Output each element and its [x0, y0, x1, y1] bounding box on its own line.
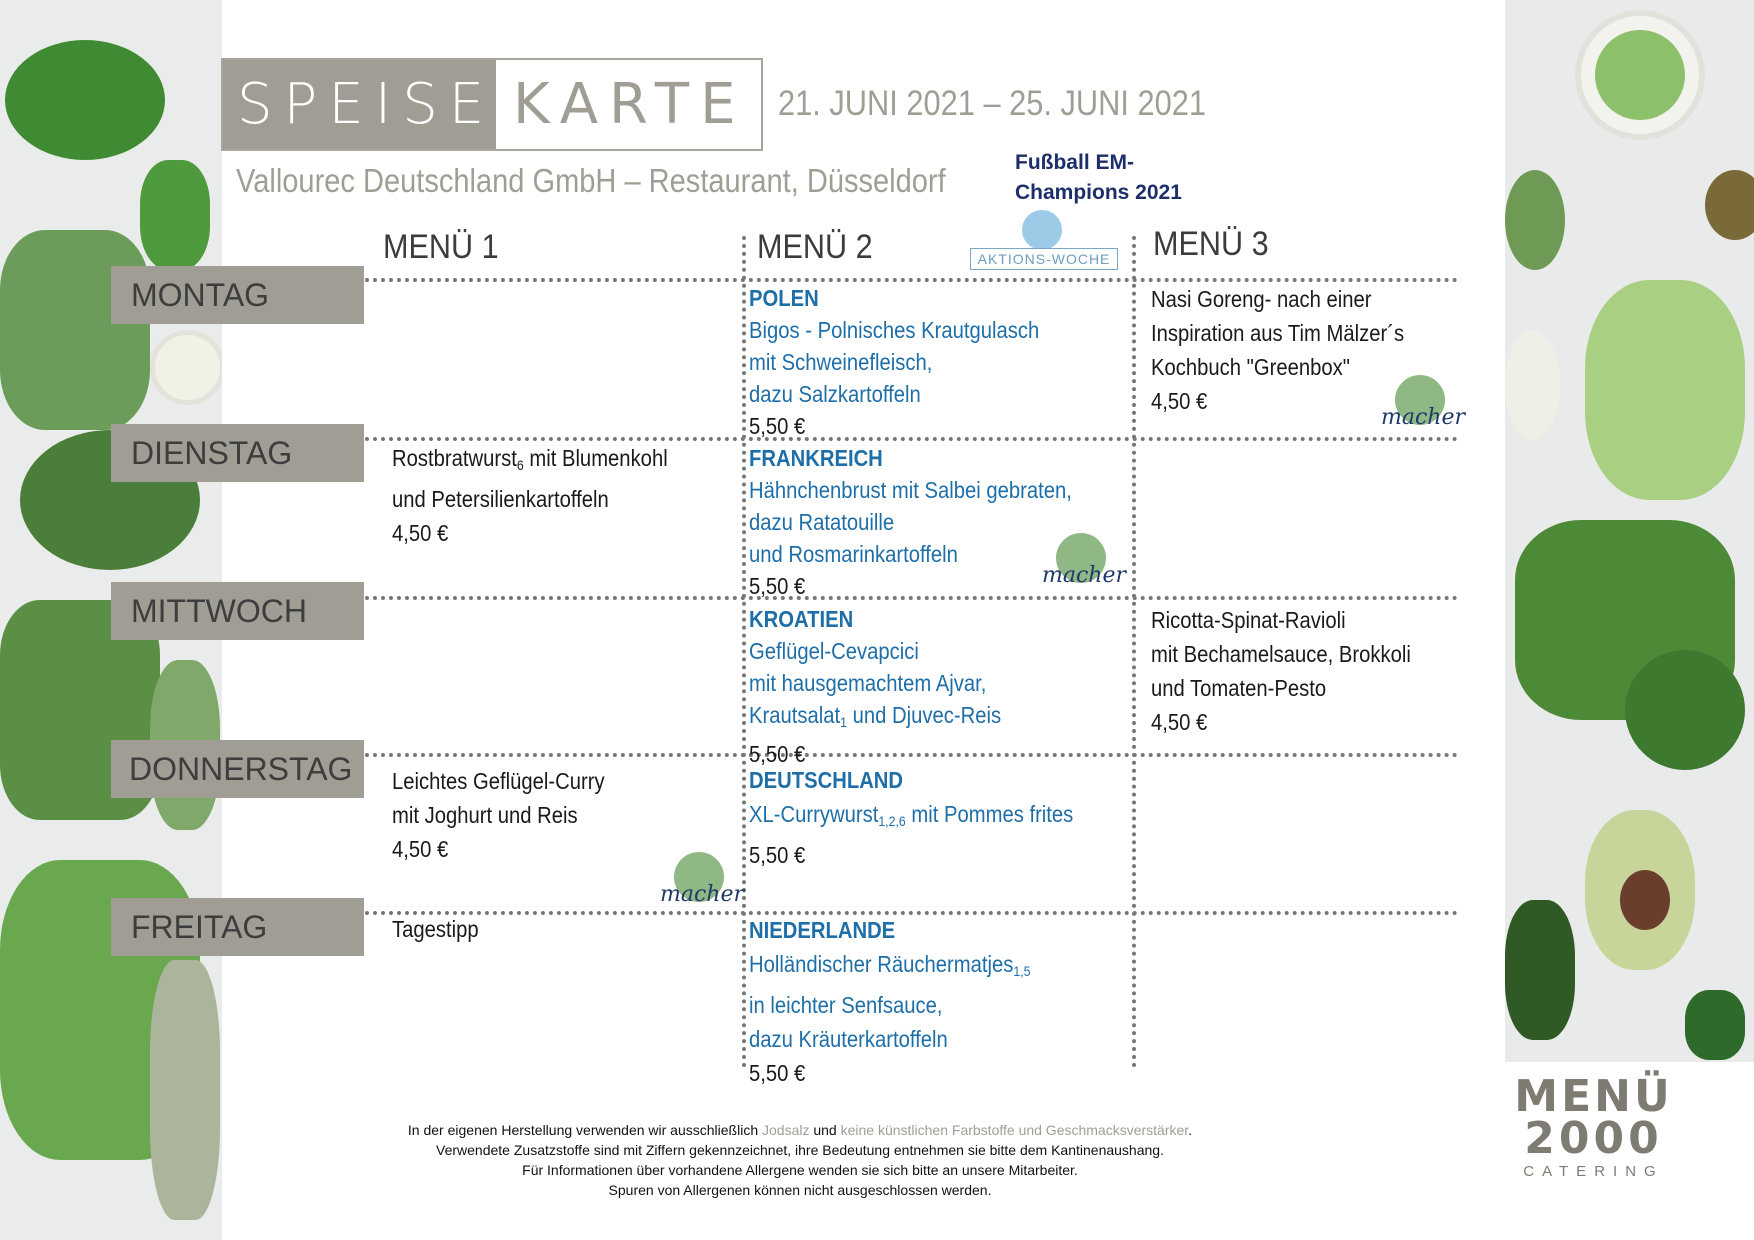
- avocado-whole-icon: [1505, 900, 1575, 1040]
- column-header-menu-3: MENÜ 3: [1153, 225, 1269, 263]
- menu-cell-dienstag-1: [392, 441, 705, 550]
- price: 4,50 €: [392, 836, 449, 862]
- dish-line: dazu Ratatouille: [749, 509, 895, 535]
- menu-2000-catering-logo: [1506, 1071, 1681, 1180]
- column-divider-2: [1132, 236, 1136, 1068]
- menu-cell-donnerstag-1: [392, 764, 634, 866]
- additive-number: 1,5: [1013, 963, 1031, 979]
- avocado-slice-icon: [1505, 170, 1565, 270]
- footer-line-3: Für Informationen über vorhandene Allergene wenden sie sich bitte an unsere Mitarbeiter.: [522, 1162, 1078, 1178]
- title-speise: SPEISE: [223, 60, 496, 149]
- day-tab-donnerstag: DONNERSTAG: [111, 740, 364, 798]
- aktions-circle-icon: [1022, 210, 1062, 250]
- avocado-stone-icon: [1620, 870, 1670, 930]
- chili-icon: [1685, 990, 1745, 1060]
- column-divider-1: [742, 236, 746, 1068]
- bowl-beans-icon: [150, 330, 222, 405]
- dish-line: Inspiration aus Tim Mälzer´s: [1151, 320, 1405, 346]
- dish-line: mit Bechamelsauce, Brokkoli: [1151, 641, 1411, 667]
- day-tab-montag: MONTAG: [111, 266, 364, 324]
- column-header-menu-1: MENÜ 1: [383, 228, 499, 266]
- dish-line: [749, 699, 1001, 738]
- date-range: 21. JUNI 2021 – 25. JUNI 2021: [778, 84, 1207, 123]
- footer-text: und: [809, 1122, 841, 1138]
- dish-line: Ricotta-Spinat-Ravioli: [1151, 607, 1346, 633]
- dish-line: und Petersilienkartoffeln: [392, 486, 609, 512]
- price: 5,50 €: [749, 573, 806, 599]
- dish-line: Tagestipp: [392, 916, 479, 942]
- day-tab-freitag: FREITAG: [111, 898, 364, 956]
- footer-highlight: keine künstlichen Farbstoffe und Geschmacksverstärker: [840, 1122, 1189, 1138]
- country-label: FRANKREICH: [749, 445, 883, 471]
- dish-line: mit Schweinefleisch,: [749, 349, 933, 375]
- aktions-woche-label: AKTIONS-WOCHE: [970, 248, 1118, 270]
- dish-text: mit Pommes frites: [905, 801, 1074, 827]
- em-line-2: Champions 2021: [1015, 181, 1182, 204]
- kiwi-icon: [1705, 170, 1754, 240]
- price: 5,50 €: [749, 1060, 806, 1086]
- additive-number: 1,2,6: [878, 813, 906, 829]
- dish-line: Hähnchenbrust mit Salbei gebraten,: [749, 477, 1072, 503]
- footer-text: In der eigenen Herstellung verwenden wir ausschließlich: [407, 1122, 762, 1138]
- price: 5,50 €: [749, 413, 806, 439]
- dish-line: Kochbuch "Greenbox": [1151, 354, 1350, 380]
- price: 5,50 €: [749, 842, 806, 868]
- macher-word: macher: [1381, 405, 1466, 430]
- macher-word: macher: [1042, 563, 1127, 588]
- dill-icon: [0, 230, 150, 430]
- title-box: [221, 58, 763, 151]
- price: 5,50 €: [749, 741, 806, 767]
- em-champions-label: [1015, 148, 1182, 208]
- country-label: DEUTSCHLAND: [749, 767, 904, 793]
- dish-line: [392, 441, 668, 482]
- macher-word: macher: [660, 882, 745, 907]
- additive-number: 6: [516, 457, 524, 473]
- dish-line: und Tomaten-Pesto: [1151, 675, 1327, 701]
- macher-logo-icon: [660, 852, 745, 914]
- footer-line-4: Spuren von Allergenen können nicht ausgeschlossen werden.: [608, 1182, 992, 1198]
- dish-line: Bigos - Polnisches Krautgulasch: [749, 317, 1040, 343]
- dish-line: dazu Kräuterkartoffeln: [749, 1026, 948, 1052]
- lettuce-icon: [1585, 280, 1745, 500]
- bowl-beans-right-icon: [1505, 330, 1560, 440]
- macher-logo-icon: [1042, 533, 1127, 595]
- dish-line: mit Joghurt und Reis: [392, 802, 578, 828]
- footer-line-1: [300, 1120, 1300, 1140]
- menu-cell-montag-2: [749, 282, 1079, 442]
- aktions-woche-badge-icon: [970, 210, 1118, 272]
- footer-notes: [300, 1120, 1300, 1200]
- column-header-menu-2: MENÜ 2: [757, 228, 873, 266]
- country-label: KROATIEN: [749, 606, 854, 632]
- brand-catering: CATERING: [1523, 1163, 1664, 1180]
- footer-line-2: Verwendete Zusatzstoffe sind mit Ziffern gekennzeichnet, ihre Bedeutung entnehmen sie bitte dem Kantinenaushang.: [436, 1142, 1164, 1158]
- em-line-1: Fußball EM-: [1015, 151, 1134, 174]
- menu-cell-freitag-1: [392, 913, 490, 945]
- dish-text: Krautsalat: [749, 702, 841, 728]
- dish-text: mit Blumenkohl: [523, 445, 668, 471]
- brand-menu: MENÜ: [1514, 1071, 1673, 1122]
- dish-line: [749, 797, 1073, 838]
- peas-icon: [1595, 30, 1685, 120]
- day-tab-dienstag: DIENSTAG: [111, 424, 364, 482]
- dish-line: dazu Salzkartoffeln: [749, 381, 921, 407]
- country-label: NIEDERLANDE: [749, 917, 896, 943]
- dish-text: XL-Currywurst: [749, 801, 879, 827]
- dish-line: Leichtes Geflügel-Curry: [392, 768, 605, 794]
- restaurant-subtitle: Vallourec Deutschland GmbH – Restaurant, Düsseldorf: [236, 162, 946, 199]
- price: 4,50 €: [1151, 388, 1208, 414]
- macher-logo-icon: [1381, 375, 1466, 437]
- price: 4,50 €: [1151, 709, 1208, 735]
- dish-text: Rostbratwurst: [392, 445, 517, 471]
- day-tab-mittwoch: MITTWOCH: [111, 582, 364, 640]
- dish-text: und Djuvec-Reis: [846, 702, 1002, 728]
- dish-line: Geflügel-Cevapcici: [749, 638, 919, 664]
- dish-text: Holländischer Räuchermatjes: [749, 951, 1014, 977]
- price: 4,50 €: [392, 520, 449, 546]
- dish-line: mit hausgemachtem Ajvar,: [749, 670, 987, 696]
- pepper-half-icon: [140, 160, 210, 270]
- menu-cell-freitag-2: [749, 913, 1069, 1090]
- leek-icon: [150, 960, 220, 1220]
- dish-line: [749, 947, 1031, 988]
- footer-highlight: Jodsalz: [762, 1122, 810, 1138]
- menu-cell-mittwoch-3: [1151, 603, 1446, 739]
- broccolini-icon: [1625, 650, 1745, 770]
- additive-number: 1: [840, 714, 847, 730]
- vegetable-photo-right: [1505, 0, 1754, 1062]
- green-pepper-icon: [5, 40, 165, 160]
- dish-line: und Rosmarinkartoffeln: [749, 541, 958, 567]
- brand-2000: 2000: [1524, 1113, 1663, 1164]
- footer-text: .: [1188, 1122, 1193, 1138]
- menu-cell-donnerstag-2: [749, 763, 1118, 872]
- dish-line: in leichter Senfsauce,: [749, 992, 943, 1018]
- country-label: POLEN: [749, 285, 819, 311]
- title-karte: KARTE: [513, 72, 747, 137]
- dish-line: Nasi Goreng- nach einer: [1151, 286, 1372, 312]
- menu-cell-mittwoch-2: [749, 603, 1036, 770]
